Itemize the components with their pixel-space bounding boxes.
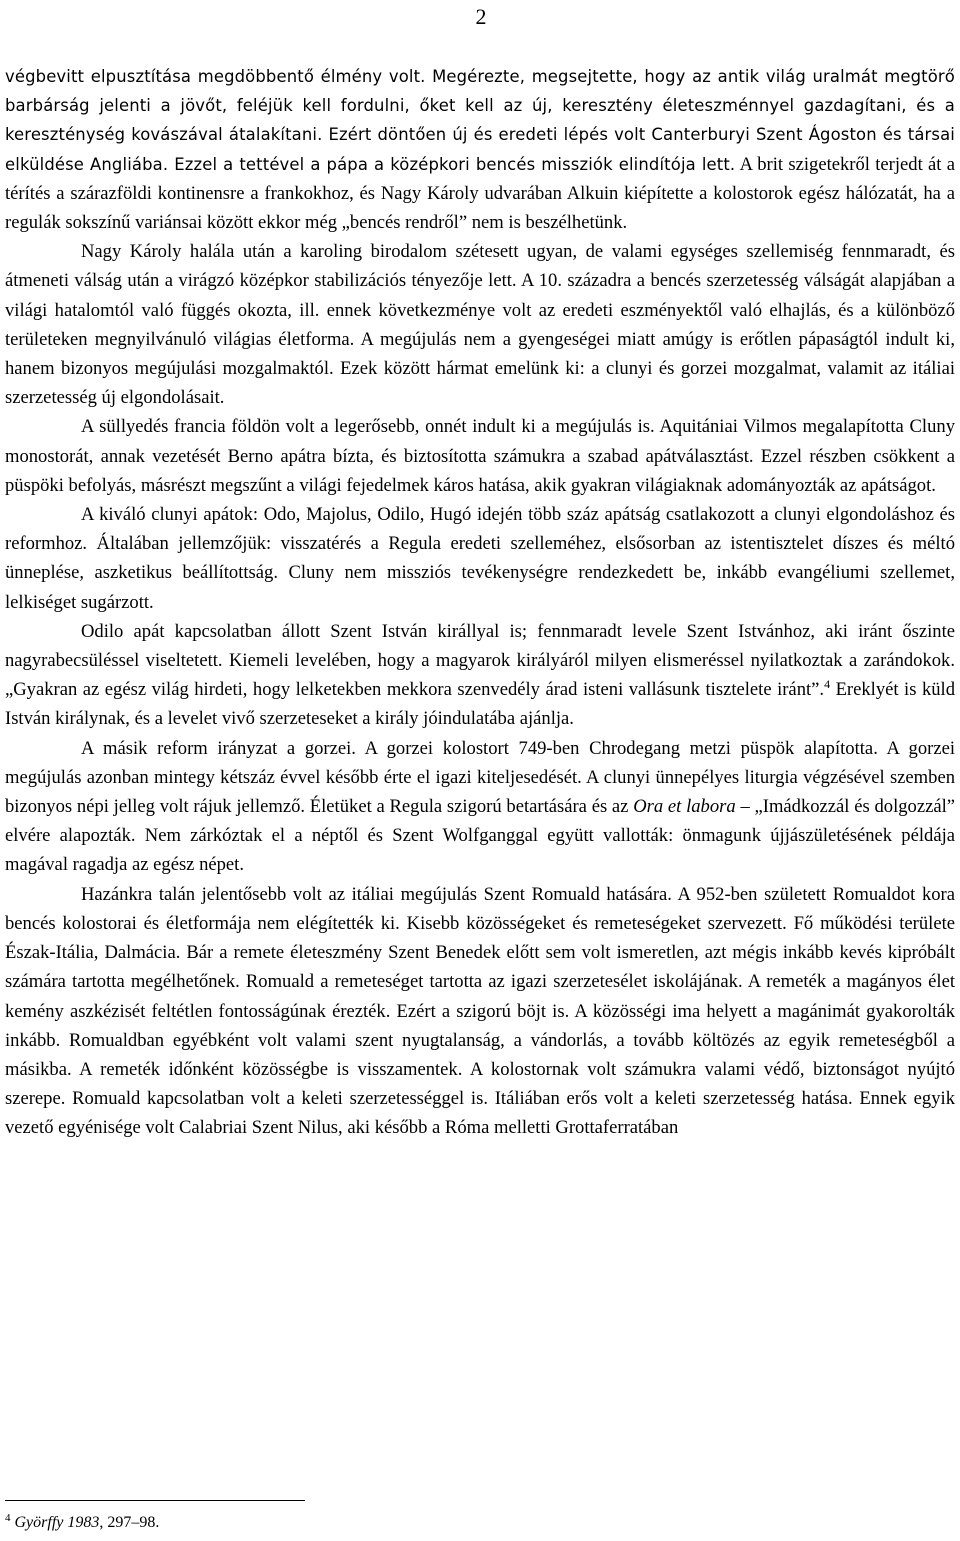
paragraph-1-part-a: végbevitt elpusztítása megdöbbentő élmény volt. Megérezte, megsejtette, hogy az antik világ uralmát megtörő barbárság jelenti a jövőt, feléjük kell fordulni, őket kell az új, keresztény életeszménnyel gazdagítani, és a kereszténység kovászával átalakítani. Ezért döntően új és eredeti lépés volt Canterburyi Szent Ágoston és társai elküldése Angliába. Ezzel a tettével a pápa a középkori bencés missziók elindítója lett. [5,67,955,174]
paragraph-5 [5,617,955,734]
footnote-pages: , 297–98. [99,1514,160,1531]
paragraph-1-part-b: A brit szigetekről terjedt át a térítés a szárazföldi kontinensre a frankokhoz, és Nagy Károly udvarában Alkuin kiépítette a kolostorok egész hálózatát, ha a regulák sokszínű variánsai között ekkor még „bencés rendről” nem is beszélhetünk. [5,153,955,234]
paragraph-7: Hazánkra talán jelentősebb volt az itáliai megújulás Szent Romuald hatására. A 952-ben született Romualdot kora bencés kolostorai és életformája nem elégítették ki. Kisebb közösségeket és remeteségeket szervezett. Fő működési területe Észak-Itália, Dalmácia. Bár a remete életeszmény Szent Benedek előtt sem volt ismeretlen, azt mégis inkább kevés kipróbált számára tartotta megélhetőnek. Romuald a remeteséget tartotta az igazi szerzetesélet iskolájának. A remeték a magányos élet kemény aszkézisét feltétlen fontosságúnak érezték. Ezért a szigorú böjt is. A közösségi ima helyett a magánimát gyakorolták inkább. Romualdban egyébként volt valami szent nyugtalanság, a vándorlás, a tovább költözés az egyik remeteségből a másikba. A remeték időnként közösségbe is visszamentek. A kolostornak volt számukra valami védő, biztonságot nyújtó szerepe. Romuald kapcsolatban volt a keleti szerzetességgel is. Itáliában erős volt a keleti szerzetesség hatása. Ennek egyik vezető egyénisége volt Calabriai Szent Nilus, aki később a Róma melletti Grottaferratában [5,883,955,1139]
footnote-number: 4 [5,1512,11,1524]
paragraph-6 [5,734,955,880]
paragraph-4: A kiváló clunyi apátok: Odo, Majolus, Odilo, Hugó idején több száz apátság csatlakozott a clunyi elgondoláshoz és reformhoz. Általában jellemzőjük: visszatérés a Regula eredeti szelleméhez, elsősorban az istentisztelet díszes és méltó ünneplése, aszketikus beállítottság. Cluny nem missziós tevékenységre rendezkedett be, inkább evangéliumi szellemet, lelkiséget sugárzott. [5,504,955,613]
paragraph-1 [5,62,955,237]
paragraph-6-text-a: A másik reform irányzat a gorzei. A gorzei kolostort 749-ben Chrodegang metzi püspök alapította. A gorzei megújulás azonban mintegy kétszáz évvel később érte el igazi kiteljesedését. A clunyi ünnepélyes liturgia végzésével szemben bizonyos népi jelleg volt rájuk jellemző. Életüket a Regula szigorú betartására és az [5,737,955,818]
paragraph-5-text-b: Ereklyét is küld István királynak, és a levelet vivő szerzeteseket a király jóindulatába ajánlja. [5,679,956,730]
paragraph-5-text-a: Odilo apát kapcsolatban állott Szent István királlyal is; fennmaradt levele Szent Istvánhoz, aki iránt őszinte nagyrabecsüléssel viseltetett. Kiemeli levelében, hogy a magyarok királyáról milyen elismeréssel nyilatkoztak a zarándokok. „Gyakran az egész világ hirdeti, hogy lelketekben mekkora szenvedély árad isteni vallásunk tisztelete iránt”. [5,620,955,701]
body-text [5,62,955,1143]
paragraph-2: Nagy Károly halála után a karoling birodalom szétesett ugyan, de valami egységes szellemiség fennmaradt, és átmeneti válság után a virágzó középkor stabilizációs tényezője lett. A 10. századra a bencés szerzetesség válságát alapjában a világi hatalomtól való függés okozta, ill. ennek következménye volt az eredeti eszményektől való elhajlás, és a különböző területeken megnyilvánuló világias életforma. A megújulás nem a gyengeségei miatt amúgy is erőtlen pápaságtól indult ki, hanem bizonyos megújulási mozgalmaktól. Ezek között hármat emelünk ki: a clunyi és gorzei mozgalmat, valamit az itáliai szerzetesség új elgondolásait. [5,241,955,409]
footnote-separator [5,1500,305,1501]
paragraph-6-text-b: – „Imádkozzál és dolgozzál” elvére alapozták. Nem zárkóztak el a néptől és Szent Wolfganggal együtt vallották: önmagunk újjászületésének példája magával ragadja az egész népet. [5,796,956,876]
page-number: 2 [475,4,487,29]
footnote-reference[interactable]: 4 [824,677,831,692]
footnote [5,1512,159,1534]
ora-et-labora-phrase: Ora et labora [633,796,736,818]
footnote-citation: Györffy 1983 [14,1514,100,1531]
paragraph-3: A süllyedés francia földön volt a legerősebb, onnét indult ki a megújulás is. Aquitániai Vilmos megalapította Cluny monostorát, annak vezetését Berno apátra bízta, és biztosította számukra a szabad apátválasztást. Ezzel részben csökkent a püspöki befolyás, másrészt megszűnt a világi fejedelmek káros hatása, akik gyakran világiaknak adományozták az apátságot. [5,416,955,496]
